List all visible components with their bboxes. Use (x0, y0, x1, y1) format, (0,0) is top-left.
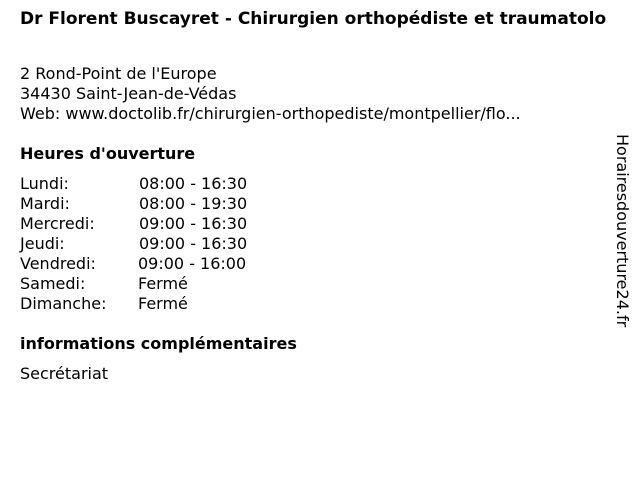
time-value: 08:00 - 16:30 (139, 174, 248, 193)
time-value: 09:00 - 16:30 (139, 214, 248, 233)
day-label: Jeudi: (20, 234, 65, 253)
hours-heading: Heures d'ouverture (20, 144, 196, 163)
time-value: Fermé (138, 294, 188, 313)
day-label: Mercredi: (20, 214, 95, 233)
time-value: Fermé (138, 274, 188, 293)
info-heading: informations complémentaires (20, 334, 297, 353)
hours-row-monday (20, 174, 247, 194)
day-label: Vendredi: (20, 254, 96, 273)
day-label: Mardi: (20, 194, 70, 213)
hours-row-sunday (20, 294, 247, 314)
hours-row-tuesday (20, 194, 247, 214)
day-label: Lundi: (20, 174, 69, 193)
time-value: 08:00 - 19:30 (139, 194, 248, 213)
brand-watermark: Horairesdouverture24.fr (613, 134, 632, 328)
info-text: Secrétariat (20, 364, 109, 383)
day-label: Samedi: (20, 274, 86, 293)
time-value: 09:00 - 16:00 (138, 254, 247, 273)
hours-row-saturday (20, 274, 247, 294)
time-value: 09:00 - 16:30 (139, 234, 248, 253)
website-link[interactable]: Web: www.doctolib.fr/chirurgien-orthopediste/montpellier/flo... (20, 104, 521, 123)
day-label: Dimanche: (20, 294, 107, 313)
page-title: Dr Florent Buscayret - Chirurgien orthopédiste et traumatolo (20, 9, 607, 29)
city-address: 34430 Saint-Jean-de-Védas (20, 84, 237, 103)
hours-row-wednesday (20, 214, 247, 234)
street-address: 2 Rond-Point de l'Europe (20, 64, 217, 83)
hours-row-friday (20, 254, 247, 274)
hours-table (20, 174, 247, 314)
address-block (20, 64, 521, 124)
hours-row-thursday (20, 234, 247, 254)
